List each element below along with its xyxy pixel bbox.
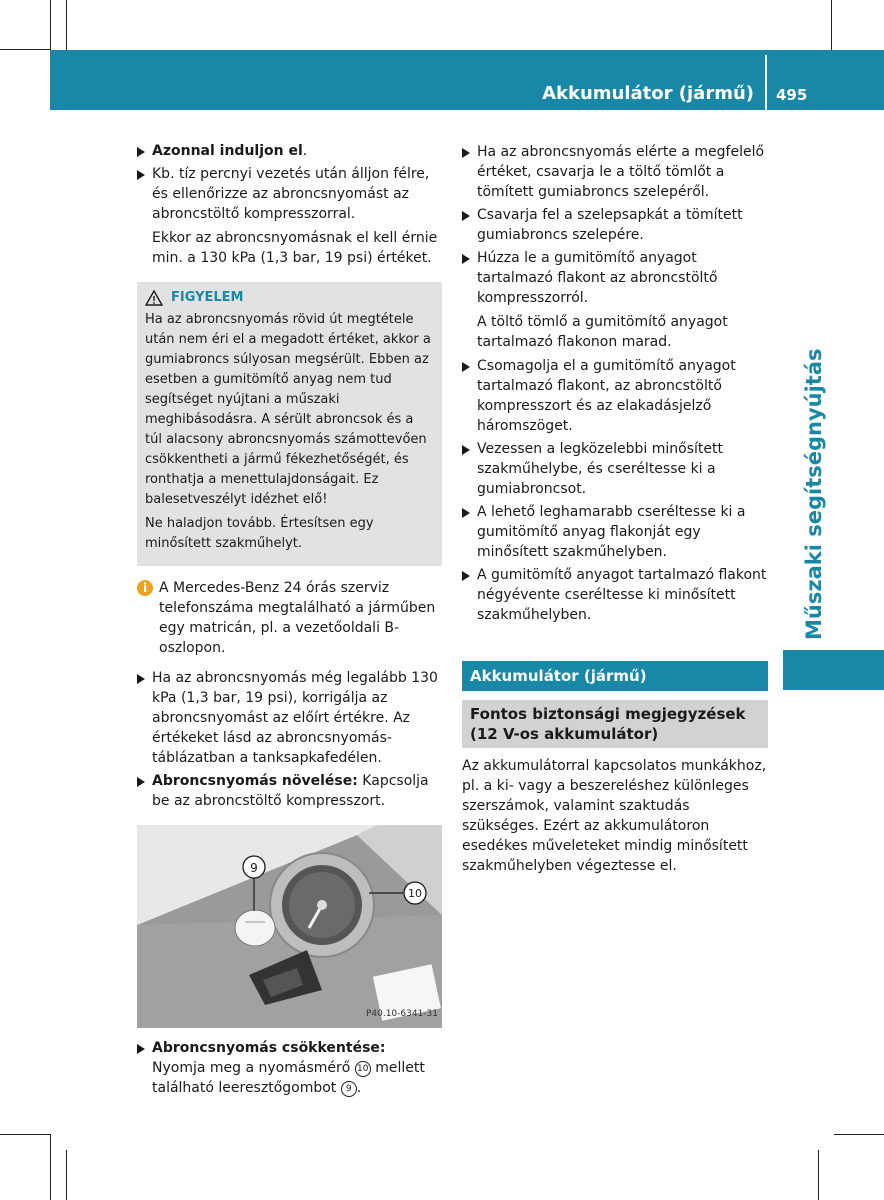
instruction-item bbox=[462, 565, 768, 625]
instruction-text: Ha az abroncsnyomás elérte a megfelelő értéket, csavarja le a töltő tömlőt a tömített gumiabroncs szelepéről. bbox=[477, 144, 765, 200]
instruction-text: A gumitömítő anyagot tartalmazó flakont négyévente cseréltesse ki minősített szakműhelyben. bbox=[477, 567, 767, 623]
bullet-arrow-icon bbox=[462, 254, 470, 264]
instruction-text: Kapcsolja be az abroncstöltő kompresszort. bbox=[152, 773, 429, 809]
warning-text: Ha az abroncsnyomás rövid út megtétele után nem éri el a megadott értéket, akkor a gumiabroncs súlyosan megsérült. Ebben az esetben a gumitömítő anyag nem tud segítséget nyújtani a műszaki meghibásodásra. A sérült abroncsok és a túl alacsony abroncsnyomás számottevően csökkentheti a jármű fékezhetőségét, és ronthatja a menettulajdonságait. Ez balesetveszélyt idézhet elő! bbox=[145, 312, 431, 507]
bullet-arrow-icon bbox=[462, 445, 470, 455]
reference-number: 10 bbox=[355, 1061, 371, 1077]
instruction-text: mellett található leeresztőgombot bbox=[152, 1060, 425, 1096]
bullet-arrow-icon bbox=[137, 1044, 145, 1054]
bullet-arrow-icon bbox=[462, 362, 470, 372]
instruction-item bbox=[137, 668, 442, 768]
bullet-arrow-icon bbox=[137, 147, 145, 157]
left-column bbox=[137, 141, 442, 1101]
crop-mark bbox=[831, 0, 832, 50]
page-title: Akkumulátor (jármű) bbox=[542, 83, 754, 104]
section-title: Akkumulátor (jármű) bbox=[462, 661, 768, 691]
crop-mark bbox=[0, 1134, 50, 1135]
instruction-item bbox=[462, 205, 768, 245]
side-tab bbox=[783, 650, 884, 690]
instruction-text: A lehető leghamarabb cseréltesse ki a gumitömítő anyag flakonját egy minősített szakműhelyben. bbox=[477, 504, 746, 560]
instruction-text: Csomagolja el a gumitömítő anyagot tartalmazó flakont, az abroncstöltő kompresszort és az elakadásjelző háromszöget. bbox=[477, 358, 736, 434]
info-icon: i bbox=[137, 580, 153, 596]
reference-number: 9 bbox=[341, 1081, 357, 1097]
instruction-text: Nyomja meg a nyomásmérő bbox=[152, 1060, 355, 1076]
instruction-item bbox=[462, 248, 768, 308]
header-bar bbox=[50, 50, 884, 110]
instruction-text: Vezessen a legközelebbi minősített szakműhelybe, és cseréltesse ki a gumiabroncsot. bbox=[477, 441, 723, 497]
instruction-item bbox=[137, 164, 442, 224]
side-chapter-label: Műszaki segítségnyújtás bbox=[802, 348, 826, 640]
instruction-note: Ekkor az abroncsnyomásnak el kell érnie min. a 130 kPa (1,3 bar, 19 psi) értéket. bbox=[152, 230, 438, 266]
body-paragraph: Az akkumulátorral kapcsolatos munkákhoz, pl. a ki- vagy a beszereléshez különleges szerszámok, valamint szaktudás szükséges. Ezért az akkumulátoron esedékes műveleteket mindig minősített szakműhelyben végeztesse el. bbox=[462, 758, 767, 874]
instruction-item bbox=[137, 771, 442, 811]
crop-mark bbox=[66, 1150, 67, 1200]
instruction-text: . bbox=[356, 1080, 362, 1096]
bullet-arrow-icon bbox=[137, 170, 145, 180]
instruction-text: . bbox=[302, 143, 308, 159]
crop-mark bbox=[834, 1134, 884, 1135]
instruction-bold: Abroncsnyomás növelése: bbox=[152, 773, 358, 789]
figure-caption: P40.10-6341-31 bbox=[365, 1009, 438, 1019]
crop-mark bbox=[66, 0, 67, 50]
callout-10: 10 bbox=[408, 887, 422, 900]
instruction-item bbox=[137, 141, 442, 161]
bullet-arrow-icon bbox=[137, 674, 145, 684]
subsection-title: Fontos biztonsági megjegyzések (12 V-os akkumulátor) bbox=[462, 700, 768, 748]
crop-mark bbox=[0, 49, 50, 50]
instruction-text: Csavarja fel a szelepsapkát a tömített gumiabroncs szelepére. bbox=[477, 207, 743, 243]
info-text: A Mercedes-Benz 24 órás szerviz telefonszáma megtalálható a járműben egy matricán, pl. a vezetőoldali B-oszlopon. bbox=[159, 580, 436, 656]
bullet-arrow-icon bbox=[462, 148, 470, 158]
instruction-bold: Azonnal induljon el bbox=[152, 143, 303, 159]
info-note bbox=[137, 578, 442, 658]
right-column bbox=[462, 142, 768, 876]
instruction-item bbox=[462, 439, 768, 499]
instruction-item bbox=[137, 1038, 442, 1098]
warning-box bbox=[137, 282, 442, 566]
instruction-item bbox=[462, 502, 768, 562]
warning-triangle-icon bbox=[145, 290, 163, 306]
bullet-arrow-icon bbox=[462, 508, 470, 518]
bullet-arrow-icon bbox=[462, 571, 470, 581]
warning-header bbox=[145, 288, 434, 308]
warning-text: Ne haladjon tovább. Értesítsen egy minősített szakműhelyt. bbox=[145, 516, 374, 551]
instruction-item bbox=[462, 142, 768, 202]
compressor-figure bbox=[137, 825, 442, 1028]
instruction-text: Ha az abroncsnyomás még legalább 130 kPa (1,3 bar, 19 psi), korrigálja az abroncsnyomást az előírt értékre. Az értékeket lásd az abroncsnyomás-táblázatban a tanksapkafedélen. bbox=[152, 670, 438, 766]
warning-title: FIGYELEM bbox=[171, 290, 244, 305]
header-separator bbox=[765, 55, 767, 110]
instruction-text: Húzza le a gumitömítő anyagot tartalmazó flakont az abroncstöltő kompresszorról. bbox=[477, 250, 718, 306]
bullet-arrow-icon bbox=[462, 211, 470, 221]
compressor-illustration bbox=[137, 825, 442, 1028]
page-number: 495 bbox=[776, 86, 808, 104]
crop-mark bbox=[50, 0, 51, 50]
callout-9: 9 bbox=[250, 861, 258, 875]
crop-mark bbox=[818, 1150, 819, 1200]
instruction-text: Kb. tíz percnyi vezetés után álljon félre, és ellenőrizze az abroncsnyomást az abroncstöltő kompresszorral. bbox=[152, 166, 430, 222]
instruction-item bbox=[462, 356, 768, 436]
bullet-arrow-icon bbox=[137, 777, 145, 787]
instruction-note: A töltő tömlő a gumitömítő anyagot tartalmazó flakonon marad. bbox=[477, 314, 728, 350]
crop-mark bbox=[50, 1134, 51, 1200]
instruction-bold: Abroncsnyomás csökkentése: bbox=[152, 1040, 386, 1056]
